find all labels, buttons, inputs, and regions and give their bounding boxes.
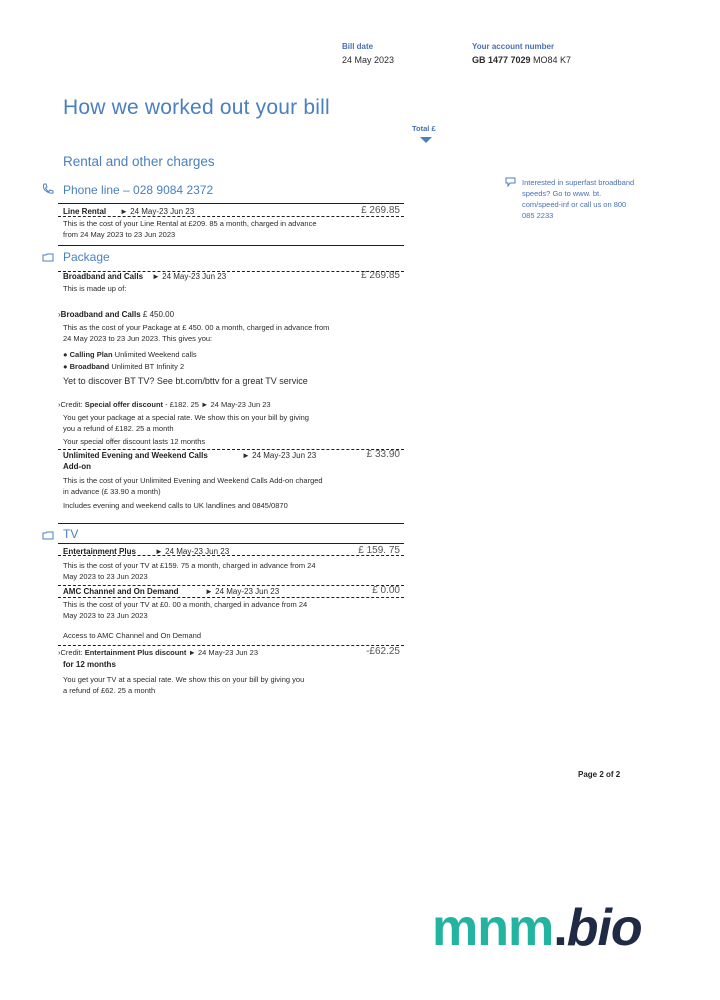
line-rental-amount: £ 269.85 bbox=[361, 205, 400, 216]
addon-desc-1: This is the cost of your Unlimited Evening and Weekend Calls Add-on charged bbox=[63, 476, 323, 485]
entertainment-title: Entertainment Plus bbox=[63, 547, 136, 556]
tv-promo: Yet to discover BT TV? See bt.com/bttv for a great TV service bbox=[63, 376, 308, 386]
credit-desc-1: You get your package at a special rate. We show this on your bill by giving bbox=[63, 413, 309, 422]
bb-sub-price: £ 450.00 bbox=[142, 310, 175, 319]
entertainment-desc-1: This is the cost of your TV at £159. 75 a month, charged in advance from 24 bbox=[63, 561, 316, 570]
bb-sub-desc-2: 24 May 2023 to 23 Jun 2023. This gives you: bbox=[63, 334, 213, 343]
sidebar-note: Interested in superfast broadband speeds? Go to www. bt. com/speed-inf or call us on 800 085 2233 bbox=[522, 178, 635, 220]
account-number-label: Your account number bbox=[472, 42, 555, 51]
entertainment-amount: £ 159. 75 bbox=[358, 545, 400, 556]
discount-date: 24 May-23 Jun 23 bbox=[197, 648, 259, 657]
package-rule bbox=[58, 245, 404, 246]
addon-amount: £ 33.90 bbox=[366, 449, 400, 460]
amc-title: AMC Channel and On Demand bbox=[63, 587, 179, 596]
bullet-calling-plan: ● Calling Plan Unlimited Weekend calls bbox=[63, 350, 197, 359]
addon-date-text: 24 May-23 Jun 23 bbox=[252, 451, 317, 460]
package-heading: Package bbox=[63, 250, 110, 264]
line-rental-date: ► 24 May-23 Jun 23 bbox=[120, 207, 195, 216]
bullet-broadband: ● Broadband Unlimited BT Infinity 2 bbox=[63, 362, 185, 371]
addon-title-1: Unlimited Evening and Weekend Calls bbox=[63, 451, 208, 460]
amc-desc-3: Access to AMC Channel and On Demand bbox=[63, 631, 201, 640]
bullet-calling-plan-bold: Calling Plan bbox=[69, 350, 113, 359]
entertainment-desc-2: May 2023 to 23 Jun 2023 bbox=[63, 572, 148, 581]
phone-icon bbox=[42, 183, 54, 195]
amc-date-text: 24 May-23 Jun 23 bbox=[215, 587, 280, 596]
broadband-desc: This is made up of: bbox=[63, 284, 127, 293]
line-rental-desc-2: from 24 May 2023 to 23 Jun 2023 bbox=[63, 230, 176, 239]
account-number bbox=[472, 55, 571, 65]
credit-desc-3: Your special offer discount lasts 12 months bbox=[63, 437, 206, 446]
logo-part-2: bio bbox=[566, 899, 642, 957]
broadband-date-text: 24 May-23 Jun 23 bbox=[162, 272, 227, 281]
addon-title-2: Add-on bbox=[63, 462, 91, 471]
phone-rule bbox=[58, 203, 404, 204]
amc-desc-2: May 2023 to 23 Jun 2023 bbox=[63, 611, 148, 620]
page-number: Page 2 of 2 bbox=[578, 770, 621, 779]
broadband-dash bbox=[58, 271, 404, 272]
amc-amount: £ 0.00 bbox=[372, 585, 400, 596]
logo-part-1: mnm bbox=[432, 899, 554, 957]
page-title: How we worked out your bill bbox=[63, 96, 330, 119]
discount-desc-1: You get your TV at a special rate. We show this on your bill by giving you bbox=[63, 675, 305, 684]
line-rental-dash bbox=[58, 216, 404, 217]
credit-desc-2: you a refund of £182. 25 a month bbox=[63, 424, 174, 433]
tv-rule bbox=[58, 523, 404, 524]
addon-desc-2: in advance (£ 33.90 a month) bbox=[63, 487, 161, 496]
folder-icon bbox=[42, 531, 54, 540]
entertainment-dash bbox=[58, 555, 404, 556]
discount-title-1: Entertainment Plus discount bbox=[84, 648, 187, 657]
entertainment-date-text: 24 May-23 Jun 23 bbox=[165, 547, 230, 556]
bullet-broadband-bold: Broadband bbox=[69, 362, 110, 371]
entertainment-date: ► 24 May-23 Jun 23 bbox=[155, 547, 230, 556]
folder-icon bbox=[42, 253, 54, 262]
discount-prefix: Credit: bbox=[60, 648, 83, 657]
amc-dash-bottom bbox=[58, 597, 404, 598]
bb-sub-item: ›Broadband and Calls £ 450.00 bbox=[58, 310, 175, 319]
account-number-rest: MO84 K7 bbox=[530, 55, 572, 65]
chevron-down-icon bbox=[420, 137, 432, 143]
credit-line: ›Credit: Special offer discount - £182. 25 ► 24 May-23 Jun 23 bbox=[58, 400, 271, 409]
broadband-amount: £ 269.85 bbox=[361, 270, 400, 281]
bb-sub-title: Broadband and Calls bbox=[60, 310, 141, 319]
bill-date-label: Bill date bbox=[342, 42, 374, 51]
account-number-bold: GB 1477 7029 bbox=[472, 55, 531, 65]
addon-desc-3: Includes evening and weekend calls to UK landlines and 0845/0870 bbox=[63, 501, 288, 510]
tv-heading-rule bbox=[58, 543, 404, 544]
discount-desc-2: a refund of £62. 25 a month bbox=[63, 686, 156, 695]
credit-prefix: Credit: bbox=[60, 400, 83, 409]
discount-title-2: for 12 months bbox=[63, 660, 116, 669]
credit-title: Special offer discount bbox=[84, 400, 164, 409]
logo-dot: . bbox=[553, 899, 567, 957]
tv-heading: TV bbox=[63, 527, 79, 541]
broadband-title: Broadband and Calls bbox=[63, 272, 144, 281]
credit-inline-amount: - £182. 25 bbox=[165, 400, 199, 409]
total-label: Total £ bbox=[412, 124, 436, 133]
bullet-calling-plan-rest: Unlimited Weekend calls bbox=[114, 350, 197, 359]
bill-date: 24 May 2023 bbox=[342, 55, 395, 65]
broadband-date: ► 24 May-23 Jun 23 bbox=[152, 272, 227, 281]
mnm-bio-logo bbox=[432, 898, 642, 958]
section-title: Rental and other charges bbox=[63, 154, 215, 169]
credit-date: 24 May-23 Jun 23 bbox=[210, 400, 271, 409]
phone-line-heading: Phone line – 028 9084 2372 bbox=[63, 183, 214, 197]
line-rental-desc-1: This is the cost of your Line Rental at £209. 85 a month, charged in advance bbox=[63, 219, 317, 228]
addon-date: ► 24 May-23 Jun 23 bbox=[242, 451, 317, 460]
amc-date: ► 24 May-23 Jun 23 bbox=[205, 587, 280, 596]
line-rental-title: Line Rental bbox=[63, 207, 107, 216]
discount-amount: -£62.25 bbox=[366, 646, 400, 657]
bullet-broadband-rest: Unlimited BT Infinity 2 bbox=[111, 362, 185, 371]
line-rental-date-text: 24 May-23 Jun 23 bbox=[130, 207, 195, 216]
bb-sub-desc-1: This as the cost of your Package at £ 450. 00 a month, charged in advance from bbox=[63, 323, 330, 332]
speech-bubble-icon bbox=[505, 177, 516, 187]
discount-line: ›Credit: Entertainment Plus discount ► 24 May-23 Jun 23 bbox=[58, 648, 259, 657]
amc-desc-1: This is the cost of your TV at £0. 00 a month, charged in advance from 24 bbox=[63, 600, 308, 609]
